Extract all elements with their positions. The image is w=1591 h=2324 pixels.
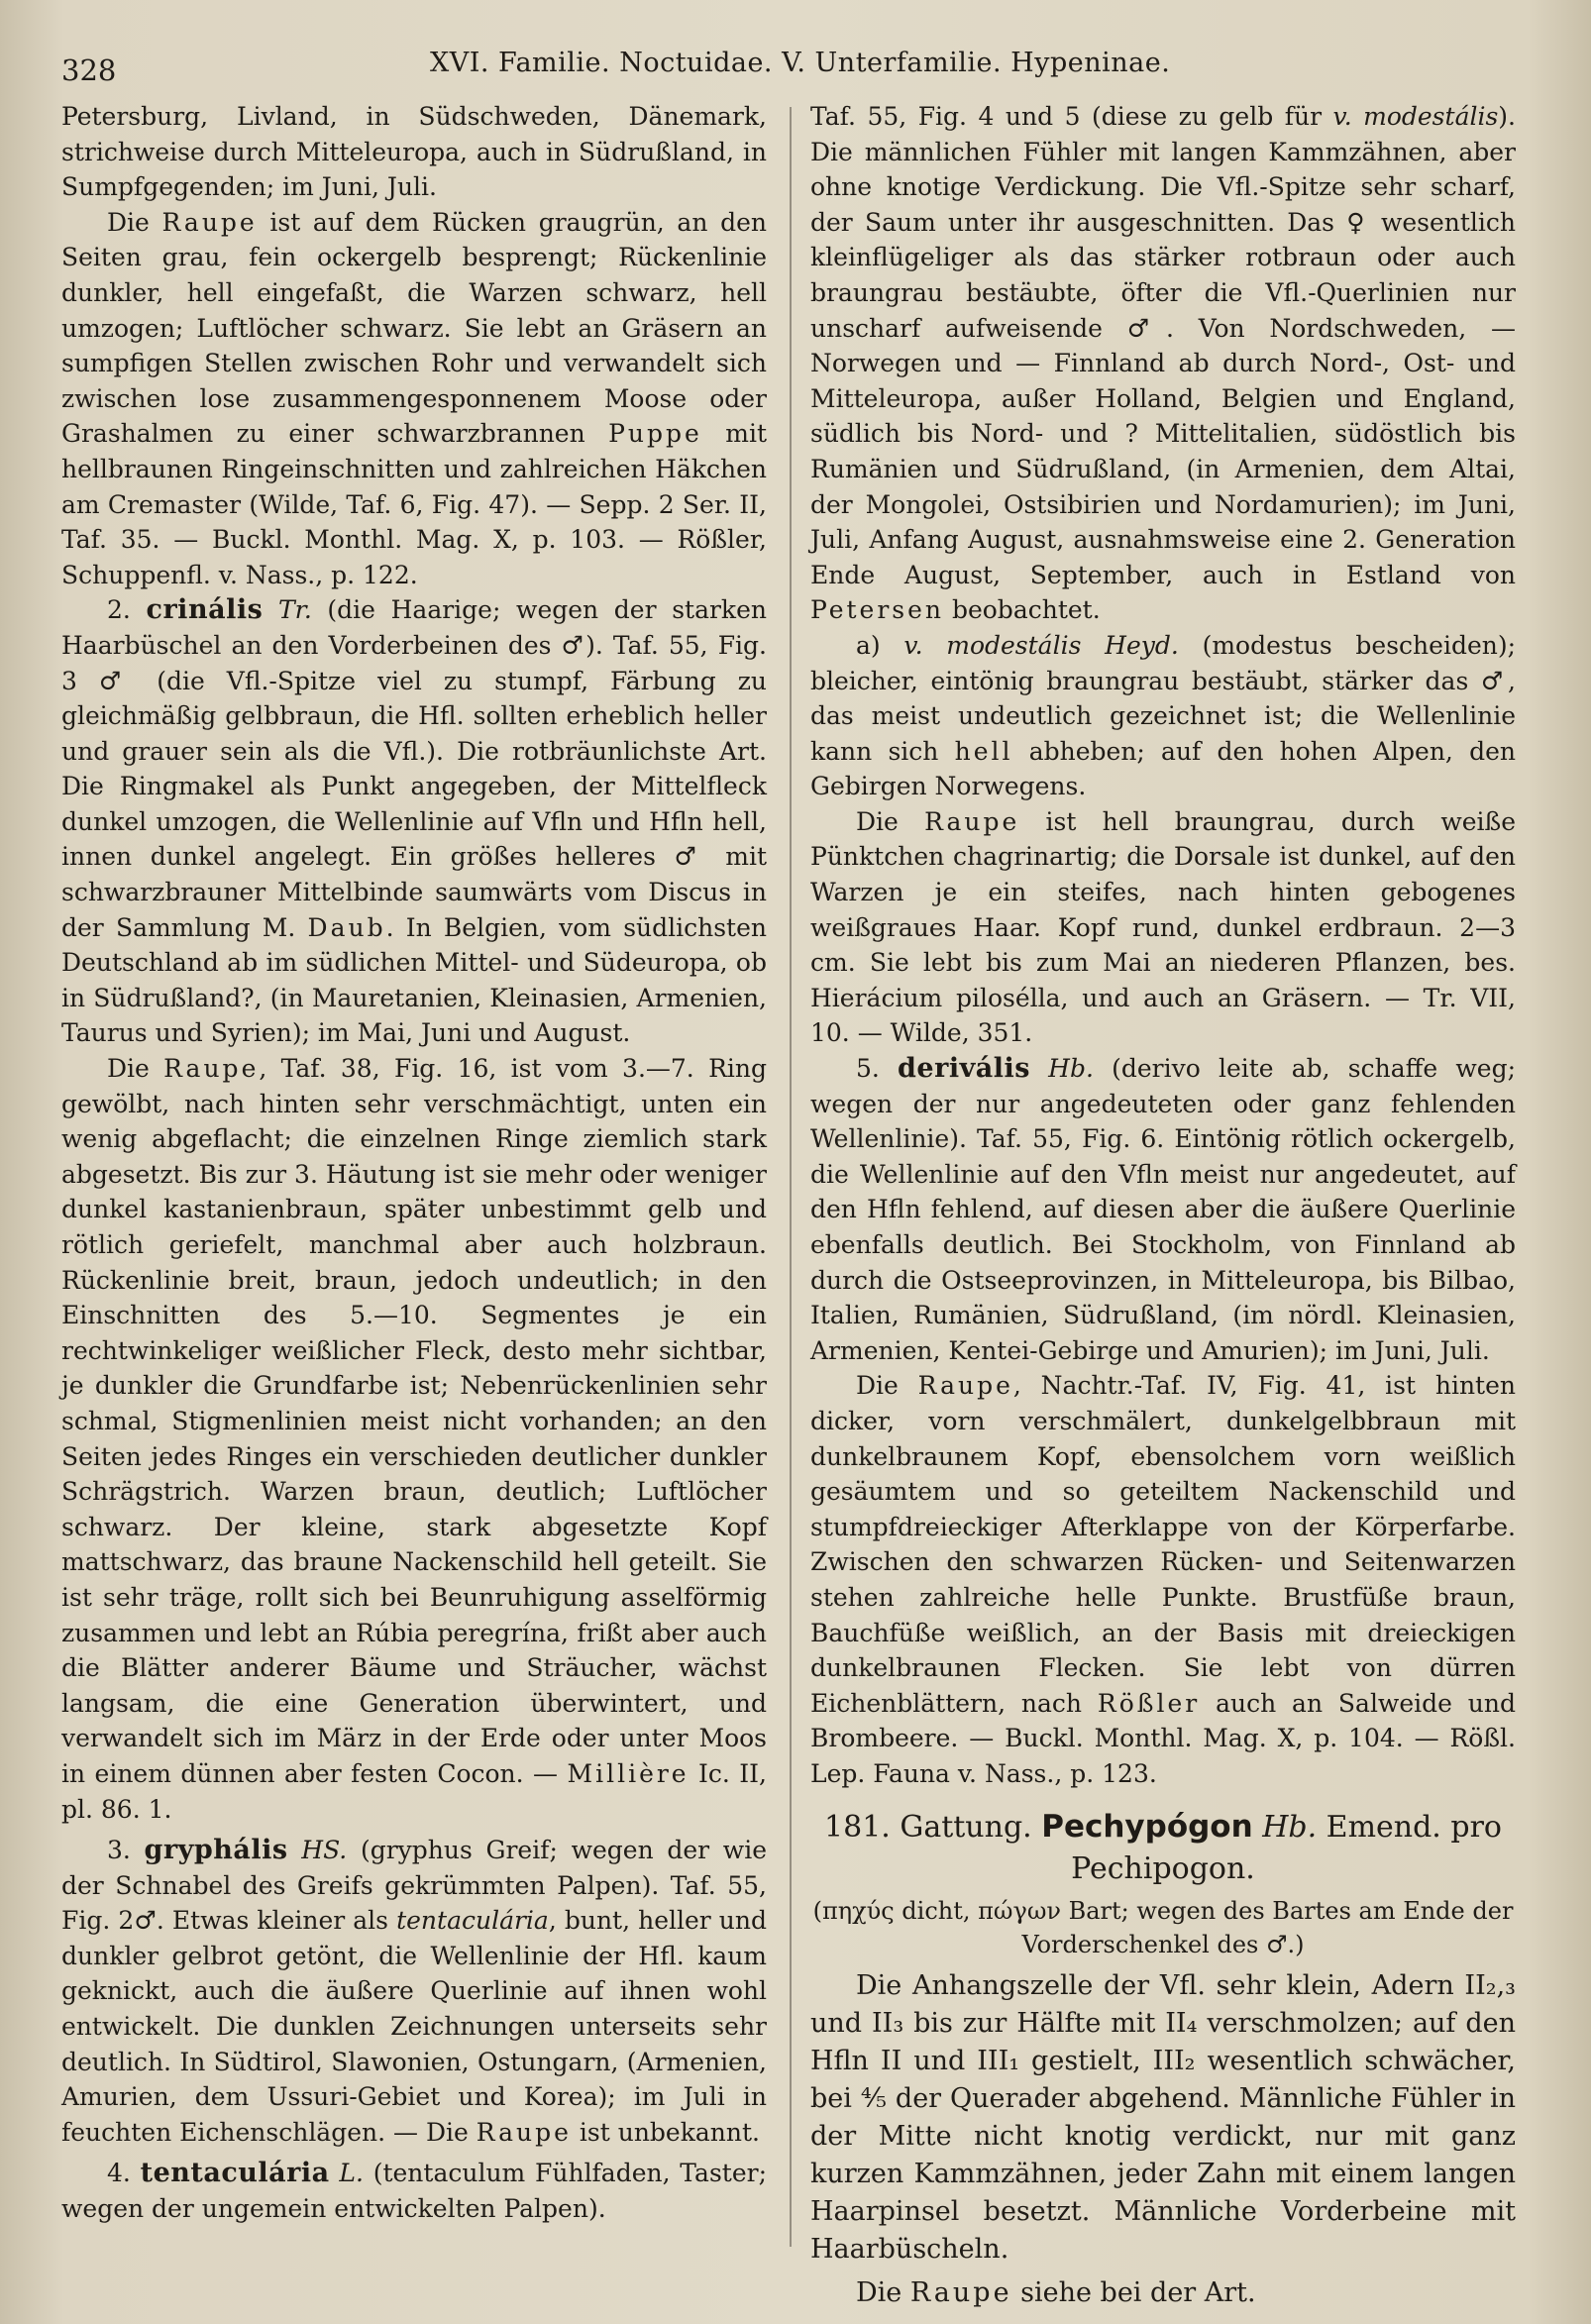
left-column [61, 99, 767, 2278]
genus-description: Die Anhangszelle der Vfl. sehr klein, Adern II₂,₃ und II₃ bis zur Hälfte mit II₄ verschmolzen; auf den Hfln II und III₁ gestielt, III₂ wesentlich schwächer, bei ⁴⁄₅ der Querader abgehend. Männliche Fühler in der Mitte nicht knotig verdickt, nur mit ganz kurzen Kammzähnen, jeder Zahn mit einem langen Haarpinsel besetzt. Männliche Vorderbeine mit Haarbüscheln. [810, 1969, 1516, 2265]
genus-heading: 181. Gattung. Pechypógon Hb. Emend. pro Pechipogon. [824, 1808, 1502, 1886]
paragraph: Die Raupe ist auf dem Rücken graugrün, an den Seiten grau, fein ockergelb besprengt; Rückenlinie dunkler, hell eingefaßt, die Warzen schwarz, hell umzogen; Luftlöcher schwarz. Sie lebt an Gräsern an sumpfigen Stellen zwischen Rohr und verwandelt sich zwischen lose zusammengesponnenem Moose oder Grashalmen zu einer schwarzbrannen Puppe mit hellbraunen Ringeinschnitten und zahlreichen Häkchen am Cremaster (Wilde, Taf. 6, Fig. 47). — Sepp. 2 Ser. II, Taf. 35. — Buckl. Monthl. Mag. X, p. 103. — Rößler, Schuppenfl. v. Nass., p. 122. [61, 207, 768, 589]
right-column [810, 99, 1517, 2308]
page-number: 328 [61, 53, 117, 87]
paragraph: Taf. 55, Fig. 4 und 5 (diese zu gelb für v. modestális). Die männlichen Fühler mit langen Kammzähnen, aber ohne knotige Verdickung. Die Vfl.-Spitze sehr scharf, der Saum unter ihr ausgeschnitten. Das ♀ wesentlich kleinflügeliger als das stärker rotbraun oder auch braungrau bestäubte, öfter die Vfl.-Querlinien nur unscharf aufweisende ♂. Von Nordschweden, — Norwegen und — Finnland ab durch Nord-, Ost- und Mitteleuropa, außer Holland, Belgien und England, südlich bis Nord- und ? Mittelitalien, südöstlich bis Rumänien und Südrußland, (in Armenien, dem Altai, der Mongolei, Ostsibirien und Nordamurien); im Juni, Juli, Anfang August, ausnahmsweise eine 2. Generation Ende August, September, auch in Estland von Petersen beobachtet. [810, 102, 1516, 625]
running-head: XVI. Familie. Noctuidae. V. Unterfamilie. Hypeninae. [430, 48, 1171, 78]
paragraph: Die Raupe ist hell braungrau, durch weiße Pünktchen chagrinartig; die Dorsale ist dunkel, auf den Warzen je ein steifes, nach hinten gebogenes weißgraues Haar. Kopf rund, dunkel erdbraun. 2—3 cm. Sie lebt bis zum Mai an niederen Pflanzen, bes. Hierácium pilosélla, und auch an Gräsern. — Tr. VII, 10. — Wilde, 351. [810, 806, 1517, 1048]
genus-name: Pechypógon [1041, 1808, 1253, 1845]
page-header [61, 48, 1530, 87]
species-name: gryphális [144, 1835, 288, 1866]
species-entry-derivalis: 5. derivális Hb. (derivo leite ab, schaffe weg; wegen der nur angedeuteten oder ganz fehlenden Wellenlinie). Taf. 55, Fig. 6. Eintönig rötlich ockergelb, die Wellenlinie auf den Vfln meist nur angedeutet, auf den Hfln fehlend, auf diesen aber die äußere Querlinie ebenfalls deutlich. Bei Stockholm, von Finnland ab durch die Ostseeprovinzen, in Mitteleuropa, bis Bilbao, Italien, Rumänien, Südrußland, (im nördl. Kleinasien, Armenien, Kentei-Gebirge und Amurien); im Juni, Juli. [810, 1053, 1517, 1365]
species-name: derivális [898, 1053, 1030, 1085]
paragraph: Die Raupe, Nachtr.-Taf. IV, Fig. 41, ist hinten dicker, vorn verschmälert, dunkelgelbbraun mit dunkelbraunem Kopf, ebensolchem vorn weißlich gesäumtem und so geteiltem Nackenschild und stumpfdreieckiger Afterklappe von der Körperfarbe. Zwischen den schwarzen Rücken- und Seitenwarzen stehen zahlreiche helle Punkte. Brustfüße braun, Bauchfüße weißlich, an der Basis mit dreieckigen dunkelbraunen Flecken. Sie lebt von dürren Eichenblättern, nach Rößler auch an Salweide und Brombeere. — Buckl. Monthl. Mag. X, p. 104. — Rößl. Lep. Fauna v. Nass., p. 123. [810, 1371, 1516, 1788]
species-entry-gryphalis: 3. gryphális HS. (gryphus Greif; wegen der wie der Schnabel des Greifs gekrümmten Palpen). Taf. 55, Fig. 2♂. Etwas kleiner als tentaculária, bunt, heller und dunkler gelbrot getönt, die Wellenlinie der Hfl. kaum geknickt, auch die äußere Querlinie auf ihnen wohl entwickelt. Die dunklen Zeichnungen unterseits sehr deutlich. In Südtirol, Slawonien, Ostungarn, (Armenien, Amurien, dem Ussuri-Gebiet und Korea); im Juli in feuchten Eichenschlägen. — Die Raupe ist unbekannt. [61, 1835, 768, 2147]
species-name: crinális [146, 594, 264, 626]
genus-etymology: (πηχύς dicht, πώγων Bart; wegen des Bartes am Ende der Vorderschenkel des ♂.) [812, 1896, 1514, 1958]
column-divider [790, 107, 792, 2247]
variety-entry-modestalis: a) v. modestális Heyd. (modestus bescheiden); bleicher, eintönig braungrau bestäubt, stärker das ♂, das meist undeutlich gezeichnet ist; die Wellenlinie kann sich hell abheben; auf den hohen Alpen, den Gebirgen Norwegens. [810, 630, 1517, 801]
paragraph: Petersburg, Livland, in Südschweden, Dänemark, strichweise durch Mitteleuropa, auch in Südrußland, in Sumpfgegenden; im Juni, Juli. [61, 102, 767, 202]
species-entry-tentacularia: 4. tentaculária L. (tentaculum Fühlfaden, Taster; wegen der ungemein entwickelten Palpen). [61, 2158, 767, 2224]
paragraph: Die Raupe siehe bei der Art. [856, 2276, 1256, 2308]
species-entry-crinalis: 2. crinális Tr. (die Haarige; wegen der starken Haarbüschel an den Vorderbeinen des ♂). Taf. 55, Fig. 3 ♂ (die Vfl.-Spitze viel zu stumpf, Färbung zu gleichmäßig gelbbraun, die Hfl. sollten erheblich heller und grauer sein als die Vfl.). Die rotbräunlichste Art. Die Ringmakel als Punkt angegeben, der Mittelfleck dunkel umzogen, die Wellenlinie auf Vfln und Hfln hell, innen dunkel angelegt. Ein größes helleres ♂ mit schwarzbrauner Mittelbinde saumwärts vom Discus in der Sammlung M. Daub. In Belgien, vom südlichsten Deutschland ab im südlichen Mittel- und Südeuropa, ob in Südrußland?, (in Mauretanien, Kleinasien, Armenien, Taurus und Syrien); im Mai, Juni und August. [61, 594, 767, 1048]
species-name: tentaculária [140, 2158, 330, 2189]
paragraph: Die Raupe, Taf. 38, Fig. 16, ist vom 3.—7. Ring gewölbt, nach hinten sehr verschmächtigt, unten ein wenig abgeflacht; die einzelnen Ringe ziemlich stark abgesetzt. Bis zur 3. Häutung ist sie mehr oder weniger dunkel kastanienbraun, später unbestimmt gelb und rötlich geriefelt, manchmal aber auch holzbraun. Rückenlinie breit, braun, jedoch undeutlich; in den Einschnitten des 5.—10. Segmentes je ein rechtwinkeliger weißlicher Fleck, desto mehr sichtbar, je dunkler die Grundfarbe ist; Nebenrückenlinien sehr schmal, Stigmenlinien meist nicht vorhanden; an den Seiten jedes Ringes ein verschieden deutlicher dunkler Schrägstrich. Warzen braun, deutlich; Luftlöcher schwarz. Der kleine, stark abgesetzte Kopf mattschwarz, das braune Nackenschild hell geteilt. Sie ist sehr träge, rollt sich bei Beunruhigung asselförmig zusammen und lebt an Rúbia peregrína, frißt aber auch die Blätter anderer Bäume und Sträucher, wächst langsam, die eine Generation überwintert, und verwandelt sich im März in der Erde oder unter Moos in einem dünnen aber festen Cocon. — Millière Ic. II, pl. 86. 1. [61, 1054, 767, 1824]
